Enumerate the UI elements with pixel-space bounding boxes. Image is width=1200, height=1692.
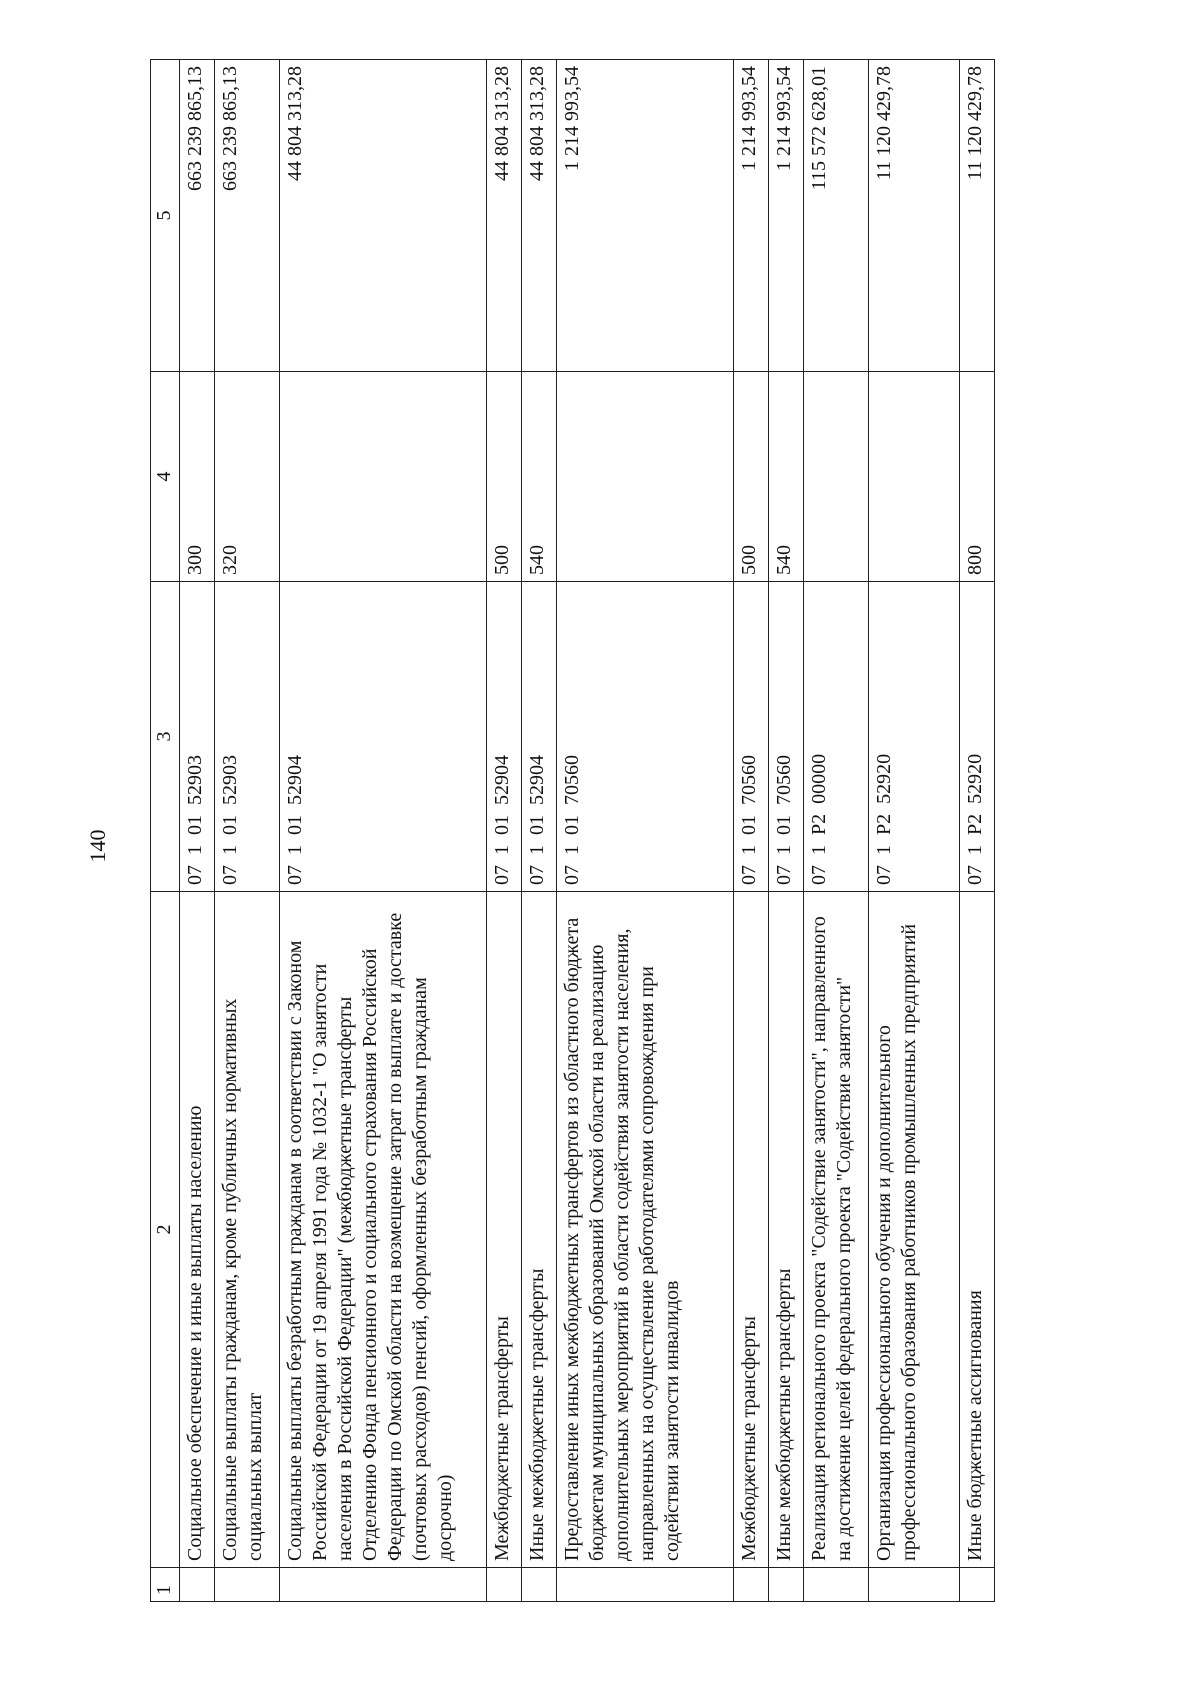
budget-table <box>150 59 995 1602</box>
table-row <box>869 60 960 1602</box>
row-index-cell <box>215 1568 280 1602</box>
row-amount: 1 214 993,54 <box>734 60 769 372</box>
row-amount: 1 214 993,54 <box>557 60 734 372</box>
page-number: 140 <box>85 829 110 863</box>
header-cell-4: 4 <box>151 372 180 582</box>
row-code: 07 1 01 70560 <box>734 582 769 892</box>
header-cell-5: 5 <box>151 60 180 372</box>
row-index-cell <box>487 1568 522 1602</box>
row-code: 07 1 P2 00000 <box>804 582 869 892</box>
row-index-cell <box>960 1568 995 1602</box>
rotated-page <box>150 60 1195 1602</box>
row-amount: 663 239 865,13 <box>180 60 215 372</box>
table-row <box>804 60 869 1602</box>
row-index-cell <box>522 1568 557 1602</box>
row-code: 07 1 P2 52920 <box>960 582 995 892</box>
row-code: 07 1 01 52903 <box>180 582 215 892</box>
row-name: Реализация регионального проекта "Содействие занятости", направленного на достижение целей федерального проекта "Содействие занятости" <box>804 892 869 1568</box>
row-type: 800 <box>960 372 995 582</box>
row-name: Социальное обеспечение и иные выплаты населению <box>180 892 215 1568</box>
table-row <box>522 60 557 1602</box>
header-cell-1: 1 <box>151 1568 180 1602</box>
row-type: 500 <box>487 372 522 582</box>
row-name: Межбюджетные трансферты <box>734 892 769 1568</box>
row-index-cell <box>804 1568 869 1602</box>
row-index-cell <box>869 1568 960 1602</box>
row-index-cell <box>180 1568 215 1602</box>
row-index-cell <box>769 1568 804 1602</box>
row-name: Организация профессионального обучения и дополнительного профессионального образования работников промышленных предприятий <box>869 892 960 1568</box>
row-code: 07 1 P2 52920 <box>869 582 960 892</box>
table-row <box>734 60 769 1602</box>
table-row <box>487 60 522 1602</box>
row-amount: 44 804 313,28 <box>487 60 522 372</box>
row-type: 540 <box>769 372 804 582</box>
row-code: 07 1 01 52903 <box>215 582 280 892</box>
row-name: Социальные выплаты безработным гражданам в соответствии с Законом Российской Федерации от 19 апреля 1991 года № 1032-1 "О занятости населения в Российской Федерации" (межбюджетные трансферты Отделению Фонда пенсионного и социального страхования Российской Федерации по Омской области на возмещение затрат по выплате и доставке (почтовых расходов) пенсий, оформленных безработным гражданам досрочно) <box>280 892 487 1568</box>
row-type <box>280 372 487 582</box>
row-amount: 44 804 313,28 <box>522 60 557 372</box>
table-row <box>769 60 804 1602</box>
row-type: 500 <box>734 372 769 582</box>
row-type <box>557 372 734 582</box>
row-name: Межбюджетные трансферты <box>487 892 522 1568</box>
row-index-cell <box>557 1568 734 1602</box>
row-type: 540 <box>522 372 557 582</box>
row-type: 300 <box>180 372 215 582</box>
row-code: 07 1 01 52904 <box>487 582 522 892</box>
table-row <box>960 60 995 1602</box>
table-row <box>280 60 487 1602</box>
row-name: Предоставление иных межбюджетных трансфертов из областного бюджета бюджетам муниципальных образований Омской области на реализацию дополнительных мероприятий в области содействия занятости населения, направленных на осуществление работодателями сопровождения при содействии занятости инвалидов <box>557 892 734 1568</box>
header-cell-3: 3 <box>151 582 180 892</box>
header-cell-2: 2 <box>151 892 180 1568</box>
row-index-cell <box>734 1568 769 1602</box>
row-amount: 44 804 313,28 <box>280 60 487 372</box>
row-code: 07 1 01 70560 <box>769 582 804 892</box>
row-name: Иные бюджетные ассигнования <box>960 892 995 1568</box>
row-type <box>869 372 960 582</box>
table-row <box>557 60 734 1602</box>
row-amount: 11 120 429,78 <box>869 60 960 372</box>
row-type <box>804 372 869 582</box>
row-amount: 11 120 429,78 <box>960 60 995 372</box>
row-index-cell <box>280 1568 487 1602</box>
row-type: 320 <box>215 372 280 582</box>
table-row <box>180 60 215 1602</box>
row-code: 07 1 01 52904 <box>280 582 487 892</box>
row-name: Социальные выплаты гражданам, кроме публичных нормативных социальных выплат <box>215 892 280 1568</box>
table-row <box>215 60 280 1602</box>
row-amount: 663 239 865,13 <box>215 60 280 372</box>
row-code: 07 1 01 52904 <box>522 582 557 892</box>
row-amount: 115 572 628,01 <box>804 60 869 372</box>
row-name: Иные межбюджетные трансферты <box>769 892 804 1568</box>
row-code: 07 1 01 70560 <box>557 582 734 892</box>
row-name: Иные межбюджетные трансферты <box>522 892 557 1568</box>
header-row <box>151 60 180 1602</box>
row-amount: 1 214 993,54 <box>769 60 804 372</box>
